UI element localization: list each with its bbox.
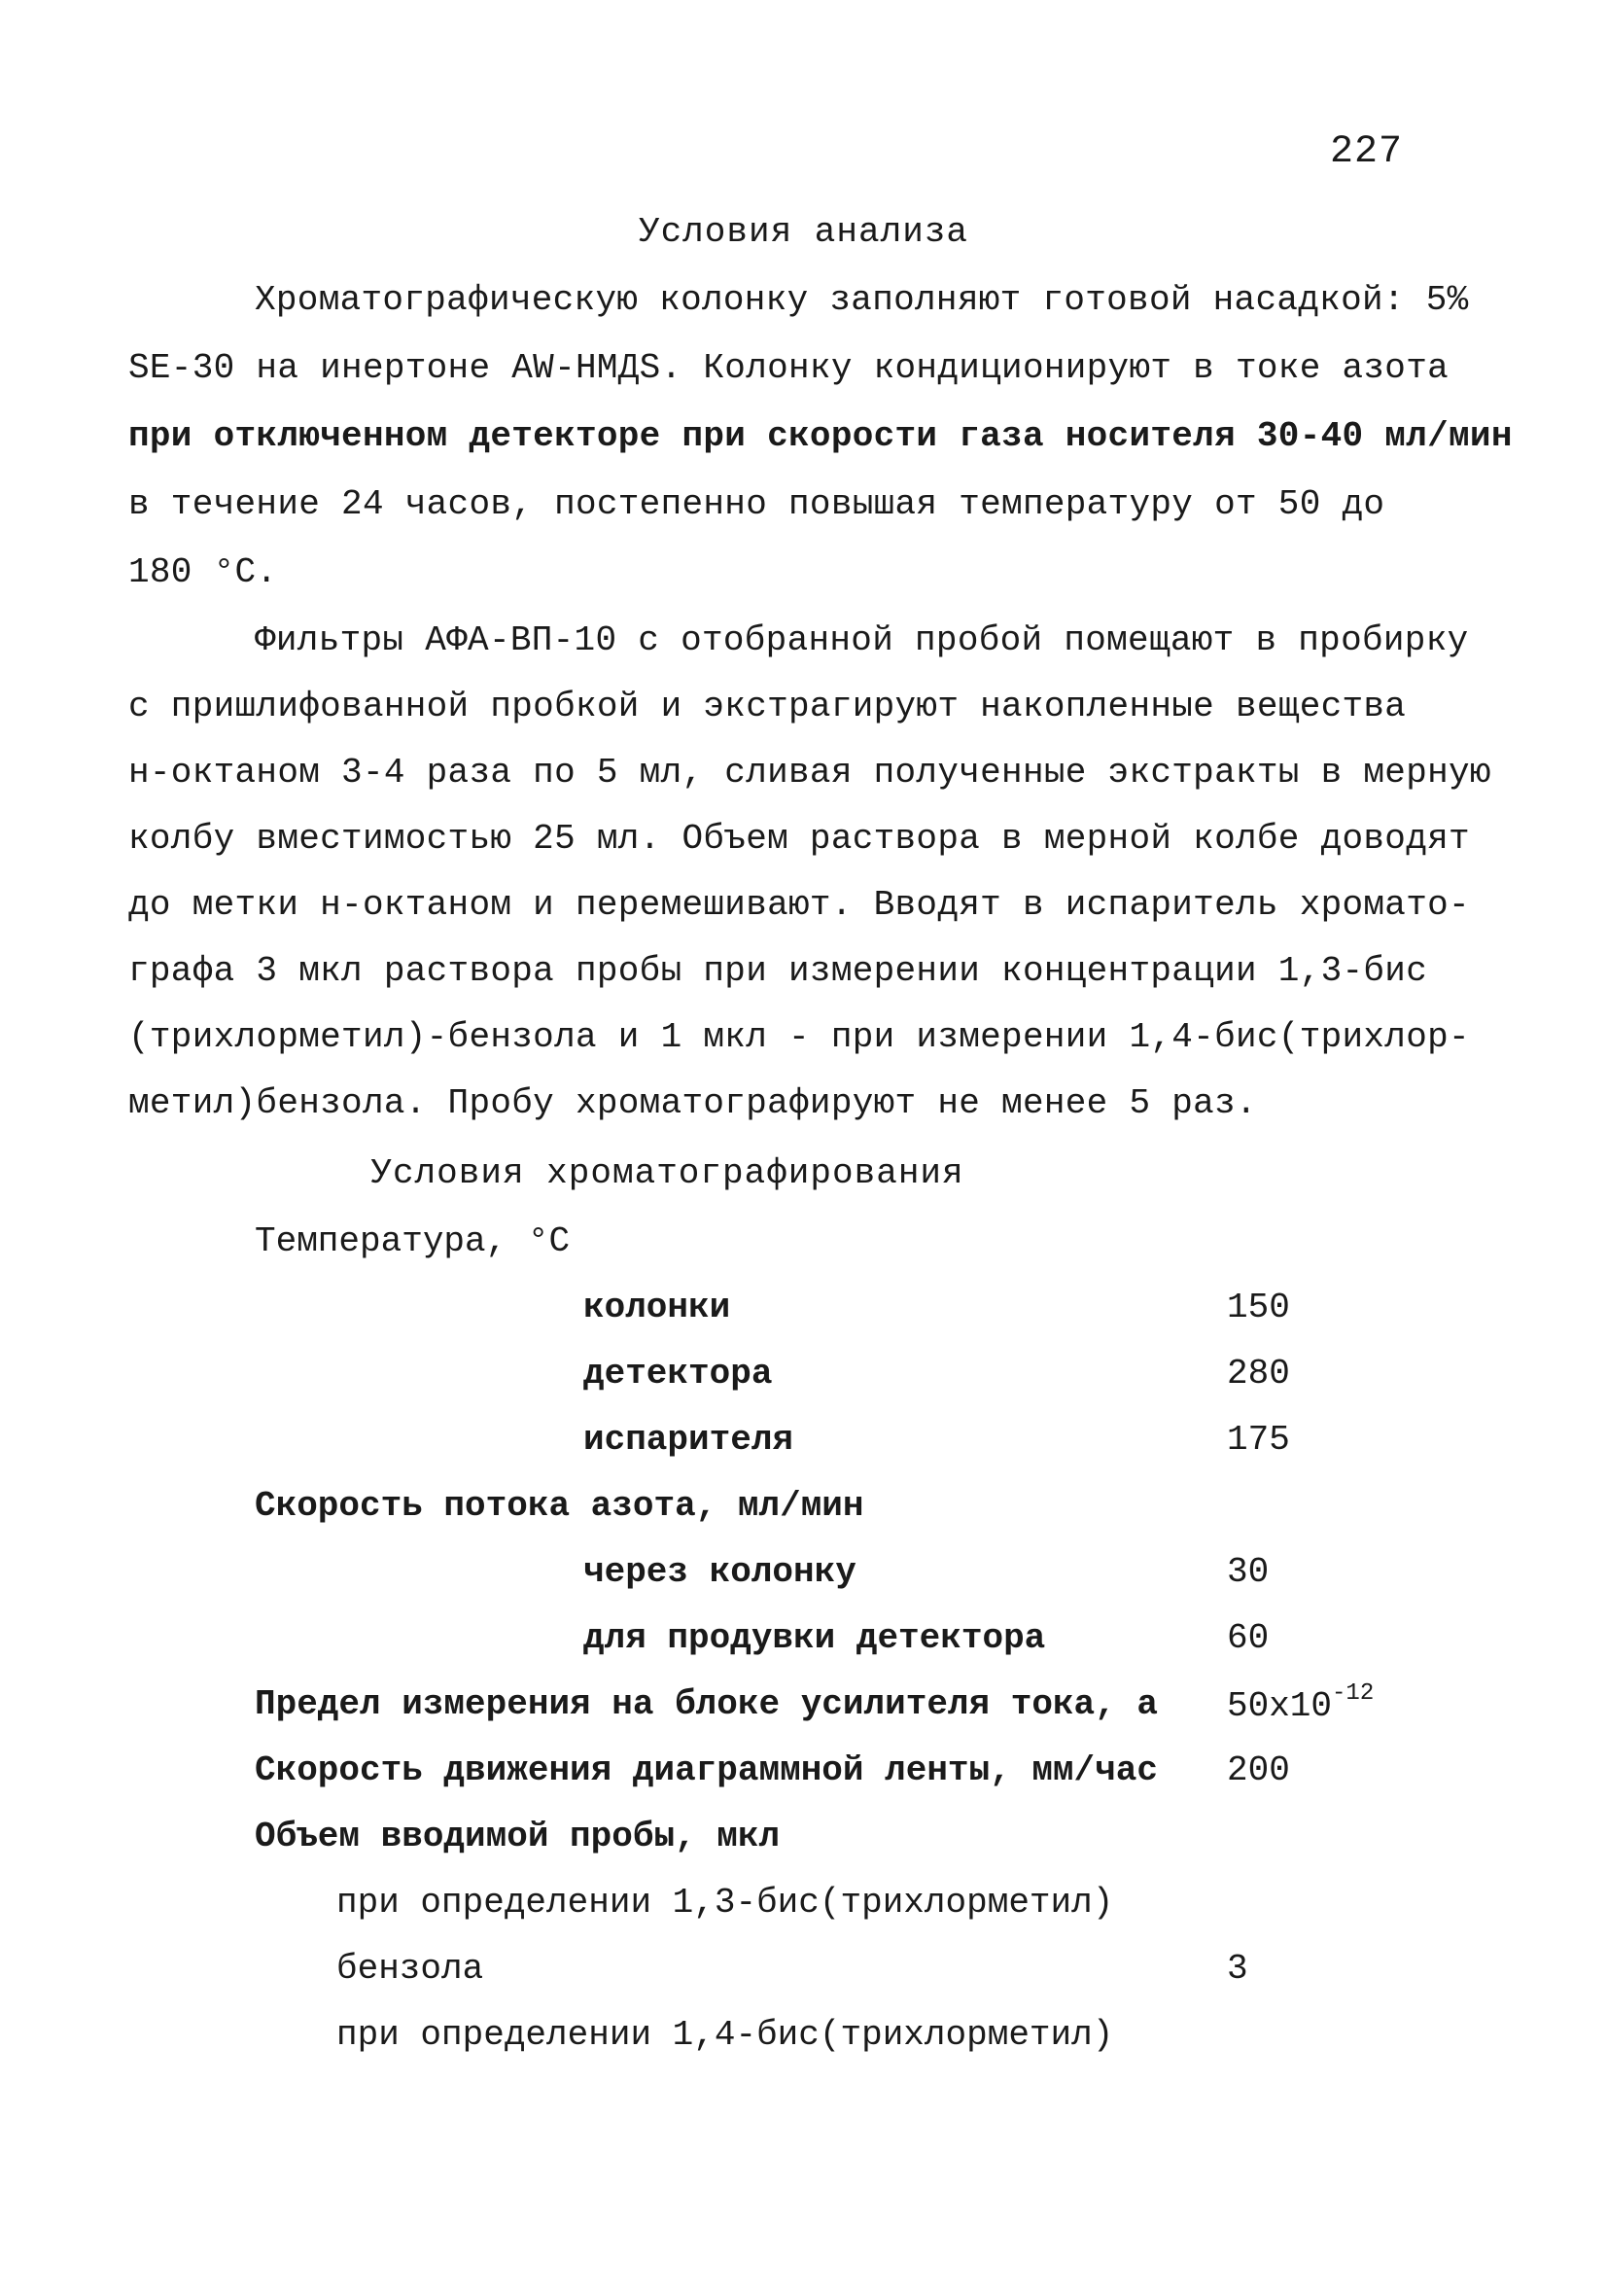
volume-row-label: при определении 1,3-бис(трихлорметил) xyxy=(336,1883,1114,1923)
temp-row-value: 280 xyxy=(1227,1354,1290,1394)
volume-label: Объем вводимой пробы, мкл xyxy=(255,1817,781,1856)
flow-row-label: через колонку xyxy=(583,1552,856,1592)
tape-value: 200 xyxy=(1227,1750,1290,1790)
range-value-base: 50x10 xyxy=(1227,1686,1333,1726)
paragraph-line: с пришлифованной пробкой и экстрагируют накопленные вещества xyxy=(128,687,1407,726)
temp-row-value: 150 xyxy=(1227,1288,1290,1327)
volume-row-label: бензола xyxy=(336,1949,484,1989)
paragraph-line: колбу вместимостью 25 мл. Объем раствора в мерной колбе доводят xyxy=(128,819,1470,859)
paragraph-line: Хроматографическую колонку заполняют готовой насадкой: 5% xyxy=(255,280,1469,320)
paragraph-line: 180 °С. xyxy=(128,552,278,592)
temp-row-label: колонки xyxy=(583,1288,731,1327)
flow-row-value: 60 xyxy=(1227,1618,1270,1658)
range-label: Предел измерения на блоке усилителя тока, а xyxy=(255,1684,1158,1724)
tape-label: Скорость движения диаграммной ленты, мм/час xyxy=(255,1750,1158,1790)
paragraph-line: метил)бензола. Пробу хроматографируют не менее 5 раз. xyxy=(128,1083,1257,1123)
flow-row-value: 30 xyxy=(1227,1552,1270,1592)
flow-row-label: для продувки детектора xyxy=(583,1618,1046,1658)
paragraph-line: в течение 24 часов, постепенно повышая температуру от 50 до xyxy=(128,484,1385,524)
paragraph-line: (трихлорметил)-бензола и 1 мкл - при измерении 1,4-бис(трихлор- xyxy=(128,1017,1470,1057)
section-title-chromatography: Условия хроматографирования xyxy=(370,1153,964,1193)
paragraph-line: н-октаном 3-4 раза по 5 мл, сливая полученные экстракты в мерную xyxy=(128,753,1491,793)
temp-row-value: 175 xyxy=(1227,1420,1290,1460)
paragraph-line: SE-30 на инертоне AW-HMДS. Колонку кондиционируют в токе азота xyxy=(128,348,1450,388)
temperature-label: Температура, °С xyxy=(255,1221,571,1261)
range-value-exponent: -12 xyxy=(1332,1680,1375,1707)
paragraph-line: до метки н-октаном и перемешивают. Вводят в испаритель хромато- xyxy=(128,885,1470,925)
paragraph-line: при отключенном детекторе при скорости газа носителя 30-40 мл/мин xyxy=(128,416,1513,456)
flow-label: Скорость потока азота, мл/мин xyxy=(255,1486,864,1526)
paragraph-line: графа 3 мкл раствора пробы при измерении концентрации 1,3-бис xyxy=(128,951,1428,991)
volume-row-value: 3 xyxy=(1227,1949,1248,1989)
range-value xyxy=(1227,1680,1375,1726)
volume-row-label: при определении 1,4-бис(трихлорметил) xyxy=(336,2015,1114,2055)
page-number: 227 xyxy=(1330,130,1404,174)
paragraph-line: Фильтры АФА-ВП-10 с отобранной пробой помещают в пробирку xyxy=(255,620,1469,660)
section-title-analysis: Условия анализа xyxy=(638,212,969,252)
temp-row-label: детектора xyxy=(583,1354,773,1394)
temp-row-label: испарителя xyxy=(583,1420,794,1460)
